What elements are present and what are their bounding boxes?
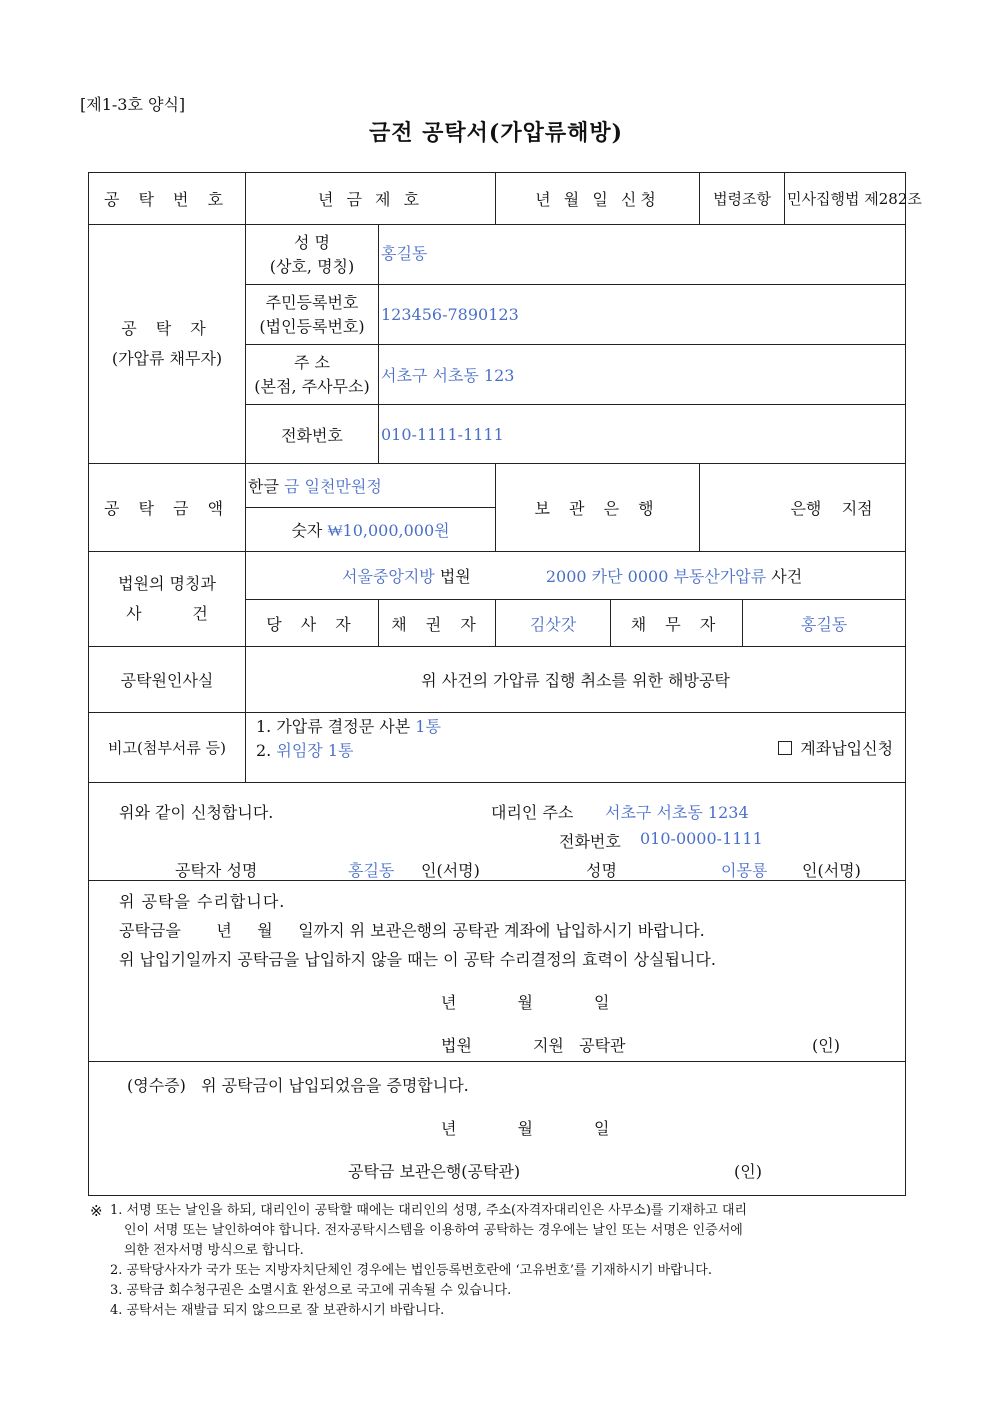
- acceptance-line-3: 위 납입기일까지 공탁금을 납입하지 않을 때는 이 공탁 수리결정의 효력이 상실됩니다.: [119, 950, 716, 969]
- depositor-address-value[interactable]: 서초구 서초동 123: [379, 345, 906, 405]
- amount-label: 공 탁 금 액: [89, 464, 246, 552]
- deposit-number-label: 공 탁 번 호: [89, 173, 246, 225]
- remarks-item-1-text: 1. 가압류 결정문 사본: [256, 717, 411, 736]
- agent-name-value[interactable]: 이몽룡: [721, 861, 768, 880]
- court-case-line: [246, 552, 906, 600]
- court-name-value[interactable]: 서울중앙지방: [342, 567, 435, 586]
- deposit-number-field[interactable]: 년 금 제 호: [246, 173, 496, 225]
- depositor-id-value[interactable]: 123456-7890123: [379, 285, 906, 345]
- amount-number-value: ₩10,000,000원: [327, 521, 450, 540]
- deposit-form-table: [88, 172, 922, 1196]
- apply-date-field[interactable]: 년 월 일 신청: [496, 173, 700, 225]
- note-3: 3. 공탁금 회수청구권은 소멸시효 완성으로 국고에 귀속될 수 있습니다.: [110, 1283, 512, 1298]
- court-case-label-main: 법원의 명칭과: [118, 574, 216, 593]
- receipt-statement: (영수증) 위 공탁금이 납입되었음을 증명합니다.: [127, 1076, 469, 1095]
- depositor-sign-name-value[interactable]: 홍길동: [348, 861, 395, 880]
- cause-value[interactable]: 위 사건의 가압류 집행 취소를 위한 해방공탁: [246, 647, 906, 713]
- document-title: 금전 공탁서(가압류해방): [369, 120, 623, 146]
- depositor-seal-label[interactable]: 인(서명): [421, 861, 480, 880]
- account-payment-label: 계좌납입신청: [800, 739, 894, 758]
- receipt-section: [89, 1062, 906, 1196]
- remarks-cell: [246, 713, 906, 783]
- acceptance-seal[interactable]: (인): [812, 1036, 840, 1055]
- note-mark: ※: [90, 1202, 103, 1220]
- name-label-line-sub: (상호, 명칭): [269, 256, 355, 276]
- address-label-line-sub: (본점, 주사무소): [254, 376, 370, 396]
- application-statement: 위와 같이 신청합니다.: [119, 803, 274, 822]
- remarks-item-2-number: 2.: [256, 741, 272, 760]
- party-label: 당 사 자: [246, 600, 379, 647]
- agent-phone-label: 전화번호: [559, 832, 621, 851]
- footnotes: [90, 1201, 906, 1321]
- note-1c: 의한 전자서명 방식으로 합니다.: [124, 1243, 304, 1258]
- depositor-name-value[interactable]: 홍길동: [379, 225, 906, 285]
- depositor-label-main: 공 탁 자: [121, 319, 213, 338]
- agent-name-label: 성명: [586, 861, 617, 880]
- acceptance-section: [89, 881, 906, 1062]
- note-2: 2. 공탁당사자가 국가 또는 지방자치단체인 경우에는 법인등록번호란에 ‘고유번호’를 기재하시기 바랍니다.: [110, 1263, 712, 1278]
- amount-number-prefix: 숫자: [291, 521, 323, 540]
- court-case-label-sub: 사 건: [126, 604, 208, 623]
- debtor-value[interactable]: 홍길동: [743, 600, 906, 647]
- depositor-label: [89, 225, 246, 464]
- depositor-phone-label: 전화번호: [246, 405, 379, 464]
- note-1b: 인이 서명 또는 날인하여야 합니다. 전자공탁시스템을 이용하여 공탁하는 경우에는 날인 또는 서명은 인증서에: [124, 1223, 743, 1238]
- acceptance-line-2: 공탁금을 년 월 일까지 위 보관은행의 공탁관 계좌에 납입하시기 바랍니다.: [119, 921, 705, 940]
- court-name-suffix: 법원: [439, 567, 471, 586]
- receipt-bank-line: 공탁금 보관은행(공탁관): [348, 1162, 521, 1181]
- name-label-line: 성 명: [294, 232, 330, 252]
- depositor-address-label: [246, 345, 379, 405]
- account-payment-checkbox[interactable]: [778, 741, 792, 755]
- acceptance-line-1: 위 공탁을 수리합니다.: [119, 892, 286, 911]
- note-1a: 1. 서명 또는 날인을 하되, 대리인이 공탁할 때에는 대리인의 성명, 주소(자격자대리인은 사무소)를 기재하고 대리: [110, 1203, 748, 1218]
- account-payment-option[interactable]: [778, 736, 893, 759]
- receipt-seal[interactable]: (인): [734, 1162, 762, 1181]
- amount-hangul-value: 금 일천만원정: [284, 477, 382, 496]
- acceptance-court-line: 법원 지원 공탁관: [441, 1036, 626, 1055]
- agent-address-value[interactable]: 서초구 서초동 1234: [605, 803, 749, 822]
- cause-label: 공탁원인사실: [89, 647, 246, 713]
- agent-seal-label[interactable]: 인(서명): [802, 861, 861, 880]
- id-label-line-sub: (법인등록번호): [259, 316, 365, 336]
- receipt-date[interactable]: 년 월 일: [441, 1119, 610, 1138]
- note-4: 4. 공탁서는 재발급 되지 않으므로 잘 보관하시기 바랍니다.: [110, 1303, 445, 1318]
- remarks-label: 비고(첨부서류 등): [89, 713, 246, 783]
- creditor-value[interactable]: 김삿갓: [496, 600, 611, 647]
- form-number-label: [제1-3호 양식]: [80, 95, 186, 114]
- agent-phone-value[interactable]: 010-0000-1111: [640, 829, 763, 848]
- depositor-label-sub: (가압류 채무자): [111, 349, 223, 368]
- depositor-id-label: [246, 285, 379, 345]
- custody-bank-label: 보 관 은 행: [496, 464, 700, 552]
- acceptance-date[interactable]: 년 월 일: [441, 993, 610, 1012]
- case-name-value[interactable]: 2000 카단 0000 부동산가압류: [545, 567, 767, 586]
- remarks-item-2-text: 위임장 1통: [276, 741, 354, 760]
- court-case-label: [89, 552, 246, 647]
- id-label-line: 주민등록번호: [265, 292, 359, 312]
- case-name-suffix: 사건: [771, 567, 803, 586]
- depositor-name-label: [246, 225, 379, 285]
- remarks-item-1-count: 1통: [415, 717, 441, 736]
- agent-address-label: 대리인 주소: [491, 803, 574, 822]
- amount-hangul[interactable]: [246, 464, 496, 508]
- amount-number[interactable]: [246, 508, 496, 552]
- address-label-line: 주 소: [294, 352, 330, 372]
- debtor-label: 채 무 자: [611, 600, 743, 647]
- law-article-value: 민사집행법 제282조: [785, 173, 906, 225]
- law-article-label: 법령조항: [700, 173, 785, 225]
- application-section: [89, 783, 906, 881]
- creditor-label: 채 권 자: [379, 600, 496, 647]
- depositor-phone-value[interactable]: 010-1111-1111: [379, 405, 906, 464]
- depositor-sign-name-label: 공탁자 성명: [175, 861, 258, 880]
- custody-bank-value[interactable]: 은행 지점: [700, 464, 906, 552]
- amount-hangul-prefix: 한글: [248, 477, 279, 496]
